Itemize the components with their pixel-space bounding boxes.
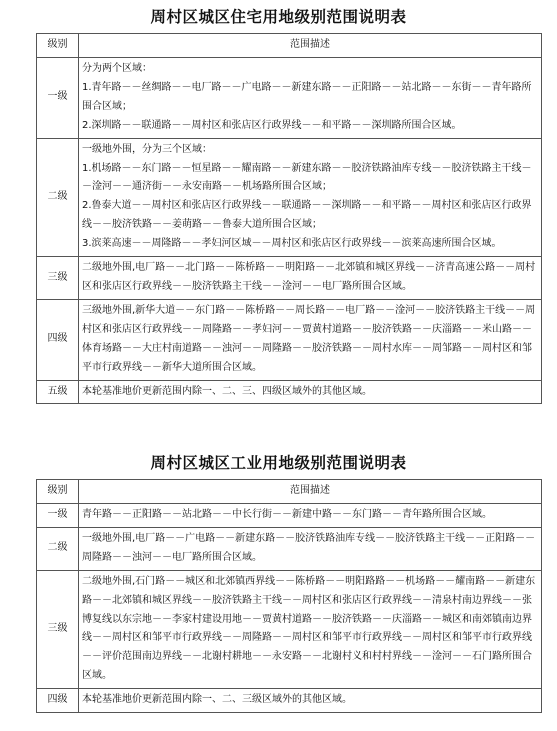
description-line: 1.机场路－－东门路－－恒星路－－耀南路－－新建东路－－胶济铁路油库专线－－胶济铁路主干线－－淦河－－通济街－－永安南路－－机场路所围合区域； xyxy=(82,162,532,193)
description-line: 本轮基准地价更新范围内除一、二、三、四级区域外的其他区域。 xyxy=(82,385,372,397)
description-line: 本轮基准地价更新范围内除一、二、三级区域外的其他区域。 xyxy=(82,694,352,706)
table-row xyxy=(37,689,542,713)
description-cell xyxy=(79,58,542,139)
header-description: 范围描述 xyxy=(79,34,542,58)
table-row xyxy=(37,504,542,528)
level-cell: 四级 xyxy=(37,689,79,713)
description-line: 2.鲁泰大道－－周村区和张店区行政界线－－联通路－－深圳路－－和平路－－周村区和张店区行政界线－－胶济铁路－－姜萌路－－鲁泰大道所围合区域； xyxy=(82,200,532,231)
header-level: 级别 xyxy=(37,34,79,58)
level-cell: 四级 xyxy=(37,299,79,380)
level-cell: 二级 xyxy=(37,138,79,256)
header-level: 级别 xyxy=(37,480,79,504)
residential-land-table xyxy=(36,33,542,404)
table-header-row xyxy=(37,480,542,504)
level-cell: 三级 xyxy=(37,257,79,300)
table-row xyxy=(37,299,542,380)
description-line: 二级地外围,石门路－－城区和北郊镇西界线－－陈桥路－－明阳路路－－机场路－－耀南路－－新建东路－－北郊镇和城区界线－－胶济铁路主干线－－周村区和张店区行政界线－－清泉村南边界线－－张博复线以东宗地－－李家村建设用地－－贾黄村道路－－胶济铁路－－庆淄路－－城区和南郊镇南边界线－－周村区和邹平市行政界线－－周隆路－－周村区和邹平市行政界线－－周村区和邹平市行政界线－－评价范围南边界线－－北谢村耕地－－永安路－－北谢村义和村村界线－－淦河－－石门路所围合区域。 xyxy=(82,575,536,682)
level-cell: 五级 xyxy=(37,380,79,404)
description-line: 三级地外围,新华大道－－东门路－－陈桥路－－周长路－－电厂路－－淦河－－胶济铁路主干线－－周村区和张店区行政界线－－周隆路－－孝妇河－－贾黄村道路－－胶济铁路－－庆淄路－－米山路－－体育场路－－大庄村南道路－－浊河－－周隆路－－胶济铁路－－周村水库－－周邹路－－周村区和邹平市行政界线－－新华大道所围合区域。 xyxy=(82,304,536,373)
description-cell xyxy=(79,299,542,380)
description-cell xyxy=(79,380,542,404)
level-cell: 二级 xyxy=(37,527,79,570)
description-line: 一级地外围,电厂路－－广电路－－新建东路－－胶济铁路油库专线－－胶济铁路主干线－－正阳路－－周隆路－－浊河－－电厂路所围合区域。 xyxy=(82,532,536,563)
description-line: 分为两个区域： xyxy=(82,63,152,74)
level-cell: 一级 xyxy=(37,58,79,139)
description-cell xyxy=(79,138,542,256)
header-description: 范围描述 xyxy=(79,480,542,504)
industrial-land-table xyxy=(36,479,542,713)
table-row xyxy=(37,380,542,404)
industrial-title: 周村区城区工业用地级别范围说明表 xyxy=(150,454,407,472)
description-line: 1.青年路－－丝绸路－－电厂路－－广电路－－新建东路－－正阳路－－站北路－－东街－－青年路所围合区域； xyxy=(82,81,532,112)
description-line: 二级地外围,电厂路－－北门路－－陈桥路－－明阳路－－北郊镇和城区界线－－济青高速公路－－周村区和张店区行政界线－－胶济铁路主干线－－淦河－－电厂路所围合区域。 xyxy=(82,262,536,292)
description-cell xyxy=(79,504,542,528)
table-row xyxy=(37,570,542,688)
level-cell: 三级 xyxy=(37,570,79,688)
description-cell xyxy=(79,689,542,713)
description-line: 青年路－－正阳路－－站北路－－中长行街－－新建中路－－东门路－－青年路所围合区域。 xyxy=(82,509,492,520)
table-header-row xyxy=(37,34,542,58)
description-cell xyxy=(79,257,542,300)
description-line: 3.滨莱高速－－周隆路－－孝妇河区域－－周村区和张店区行政界线－－滨莱高速所围合区域。 xyxy=(82,238,502,250)
table-row xyxy=(37,527,542,570)
description-line: 2.深圳路－－联通路－－周村区和张店区行政界线－－和平路－－深圳路所围合区域。 xyxy=(82,119,462,131)
description-line: 一级地外围，分为三个区域： xyxy=(82,143,212,155)
description-cell xyxy=(79,570,542,688)
residential-title: 周村区城区住宅用地级别范围说明表 xyxy=(150,8,407,26)
table-row xyxy=(37,138,542,256)
level-cell: 一级 xyxy=(37,504,79,528)
table-row xyxy=(37,58,542,139)
description-cell xyxy=(79,527,542,570)
table-row xyxy=(37,257,542,300)
